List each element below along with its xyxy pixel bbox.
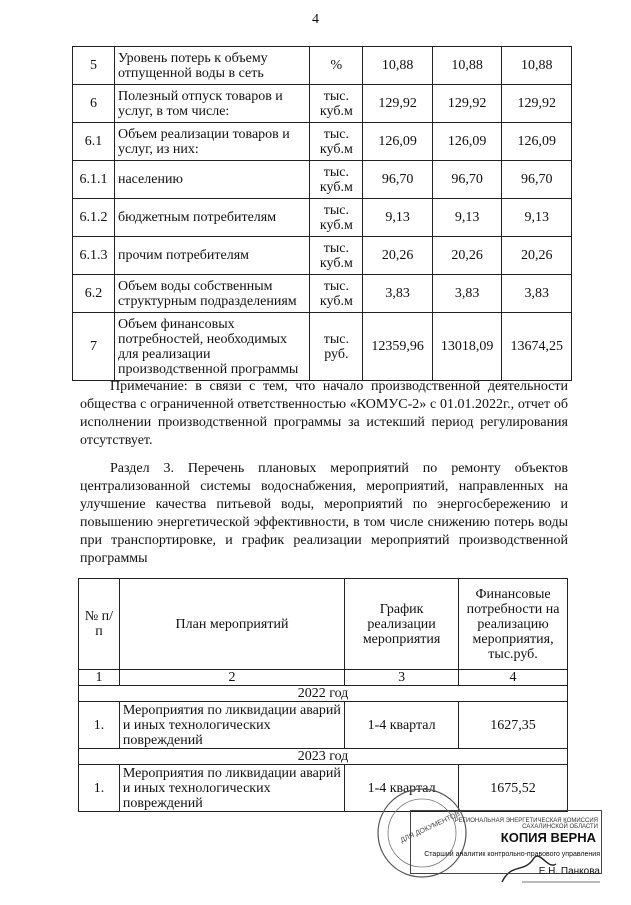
certification-stamp — [352, 778, 602, 888]
value-2024: 10,88 — [502, 47, 572, 85]
table-row — [73, 313, 572, 381]
value-2024: 126,09 — [502, 123, 572, 161]
value-2024: 13674,25 — [502, 313, 572, 381]
col-index-2: 2 — [119, 670, 344, 686]
table-row — [73, 161, 572, 199]
stamp-copy-text: КОПИЯ ВЕРНА — [500, 830, 596, 845]
measure-number: 1. — [79, 765, 120, 812]
value-2023: 9,13 — [432, 199, 502, 237]
value-2024: 3,83 — [502, 275, 572, 313]
value-2024: 129,92 — [502, 85, 572, 123]
value-2022: 20,26 — [363, 237, 433, 275]
table-row — [79, 702, 568, 749]
value-2022: 129,92 — [363, 85, 433, 123]
value-2024: 9,13 — [502, 199, 572, 237]
header-schedule: График реализации мероприятия — [345, 579, 459, 670]
measure-schedule: 1-4 квартал — [345, 765, 459, 812]
value-2023: 10,88 — [432, 47, 502, 85]
table-header-row — [79, 579, 568, 670]
indicator-unit: % — [310, 47, 363, 85]
indicator-unit: тыс. куб.м — [310, 123, 363, 161]
note-text: Примечание: в связи с тем, что начало производственной деятельности общества с ограниченной ответственностью «КОМУС-2» с 01.01.2022г., отчет об исполнении производственной программы за истекший период регулирования отсутствует. — [80, 379, 568, 448]
indicator-name: Объем финансовых потребностей, необходимых для реализации производственной программы — [114, 313, 309, 381]
year-label: 2022 год — [79, 686, 568, 702]
indicator-name: населению — [114, 161, 309, 199]
measure-number: 1. — [79, 702, 120, 749]
note-paragraph — [80, 378, 568, 450]
indicators-table — [72, 46, 572, 381]
value-2022: 3,83 — [363, 275, 433, 313]
value-2023: 129,92 — [432, 85, 502, 123]
indicator-unit: тыс. куб.м — [310, 275, 363, 313]
value-2022: 12359,96 — [363, 313, 433, 381]
table-row — [73, 123, 572, 161]
stamp-ring-text: ДЛЯ ДОКУМЕНТОВ — [399, 810, 462, 845]
measure-finance: 1675,52 — [459, 765, 568, 812]
indicator-unit: тыс. куб.м — [310, 199, 363, 237]
indicator-name: Уровень потерь к объему отпущенной воды в сеть — [114, 47, 309, 85]
year-label: 2023 год — [79, 749, 568, 765]
indicator-unit: тыс. куб.м — [310, 161, 363, 199]
indicator-name: прочим потребителям — [114, 237, 309, 275]
value-2022: 10,88 — [363, 47, 433, 85]
stamp-signer: Е.Н. Панкова — [538, 866, 600, 877]
indicator-unit: тыс. куб.м — [310, 237, 363, 275]
table-row — [73, 199, 572, 237]
table-row — [73, 47, 572, 85]
row-number: 6.1.2 — [73, 199, 115, 237]
row-number: 6.1 — [73, 123, 115, 161]
value-2022: 126,09 — [363, 123, 433, 161]
value-2023: 126,09 — [432, 123, 502, 161]
header-finance: Финансовые потребности на реализацию мероприятия, тыс.руб. — [459, 579, 568, 670]
row-number: 6.1.3 — [73, 237, 115, 275]
value-2023: 20,26 — [432, 237, 502, 275]
table-row — [73, 275, 572, 313]
value-2022: 96,70 — [363, 161, 433, 199]
year-row-2023 — [79, 749, 568, 765]
value-2022: 9,13 — [363, 199, 433, 237]
page-number: 4 — [312, 12, 319, 27]
row-number: 6 — [73, 85, 115, 123]
measure-finance: 1627,35 — [459, 702, 568, 749]
table-row — [73, 237, 572, 275]
measures-table — [78, 578, 568, 812]
value-2023: 13018,09 — [432, 313, 502, 381]
row-number: 5 — [73, 47, 115, 85]
indicator-name: Объем реализации товаров и услуг, из них: — [114, 123, 309, 161]
stamp-position: Старший аналитик контрольно-правового управления — [424, 851, 600, 858]
row-number: 6.1.1 — [73, 161, 115, 199]
stamp-org: РЕГИОНАЛЬНАЯ ЭНЕРГЕТИЧЕСКАЯ КОМИССИЯ САХАЛИНСКОЙ ОБЛАСТИ — [454, 818, 598, 830]
indicator-unit: тыс. руб. — [310, 313, 363, 381]
col-index-1: 1 — [79, 670, 120, 686]
row-number: 6.2 — [73, 275, 115, 313]
value-2023: 3,83 — [432, 275, 502, 313]
indicator-unit: тыс. куб.м — [310, 85, 363, 123]
column-index-row — [79, 670, 568, 686]
indicator-name: Объем воды собственным структурным подразделениям — [114, 275, 309, 313]
measure-plan: Мероприятия по ликвидации аварий и иных технологических повреждений — [119, 702, 344, 749]
year-row-2022 — [79, 686, 568, 702]
indicator-name: Полезный отпуск товаров и услуг, в том числе: — [114, 85, 309, 123]
value-2024: 20,26 — [502, 237, 572, 275]
col-index-3: 3 — [345, 670, 459, 686]
header-plan: План мероприятий — [119, 579, 344, 670]
measure-schedule: 1-4 квартал — [345, 702, 459, 749]
indicator-name: бюджетным потребителям — [114, 199, 309, 237]
section-3-text: Раздел 3. Перечень плановых мероприятий по ремонту объектов централизованной системы водоснабжения, мероприятий, направленных на улучшение качества питьевой воды, мероприятий по энергосбережению и повышению энергетической эффективности, в том числе снижению потерь воды при транспортировке, и график реализации мероприятий производственной программы — [80, 461, 568, 566]
header-num: № п/п — [79, 579, 120, 670]
col-index-4: 4 — [459, 670, 568, 686]
value-2024: 96,70 — [502, 161, 572, 199]
row-number: 7 — [73, 313, 115, 381]
measure-plan: Мероприятия по ликвидации аварий и иных технологических повреждений — [119, 765, 344, 812]
table-row — [73, 85, 572, 123]
section-3-heading — [80, 460, 568, 568]
value-2023: 96,70 — [432, 161, 502, 199]
